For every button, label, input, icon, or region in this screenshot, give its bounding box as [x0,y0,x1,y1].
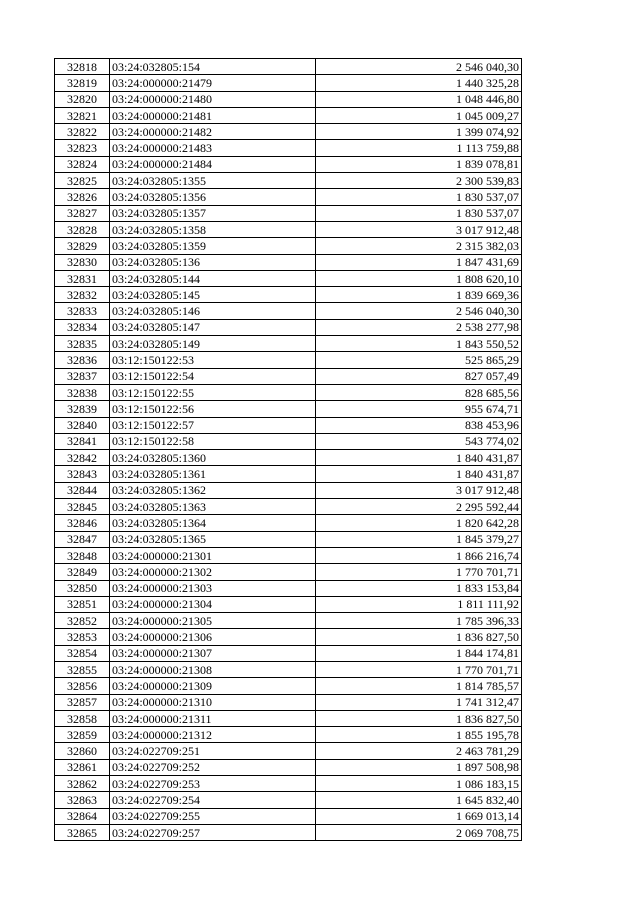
row-number-cell: 32845 [55,499,110,515]
table-body [55,59,522,841]
cadastral-value-cell: 2 069 708,75 [316,824,522,840]
cadastral-value-cell: 1 830 537,07 [316,205,522,221]
cadastral-value-cell: 1 840 431,87 [316,450,522,466]
row-number-cell: 32827 [55,205,110,221]
cadastral-value-cell: 1 843 550,52 [316,336,522,352]
cadastral-value-cell: 1 440 325,28 [316,75,522,91]
row-number-cell: 32826 [55,189,110,205]
row-number-cell: 32820 [55,91,110,107]
row-number-cell: 32835 [55,336,110,352]
table-row [55,287,522,303]
cadastral-value-cell: 1 839 669,36 [316,287,522,303]
row-number-cell: 32841 [55,433,110,449]
cadastral-value-cell: 1 045 009,27 [316,107,522,123]
table-row [55,173,522,189]
table-row [55,124,522,140]
cadastral-number-cell: 03:24:000000:21311 [110,710,316,726]
cadastral-value-cell: 3 017 912,48 [316,482,522,498]
table-row [55,678,522,694]
row-number-cell: 32834 [55,319,110,335]
cadastral-value-cell: 1 866 216,74 [316,547,522,563]
cadastral-value-cell: 1 785 396,33 [316,613,522,629]
cadastral-value-cell: 2 463 781,29 [316,743,522,759]
cadastral-value-cell: 2 546 040,30 [316,59,522,75]
cadastral-number-cell: 03:24:032805:149 [110,336,316,352]
row-number-cell: 32822 [55,124,110,140]
row-number-cell: 32858 [55,710,110,726]
row-number-cell: 32860 [55,743,110,759]
table-row [55,75,522,91]
table-row [55,466,522,482]
cadastral-number-cell: 03:24:032805:136 [110,254,316,270]
cadastral-value-cell: 1 770 701,71 [316,661,522,677]
cadastral-value-cell: 1 669 013,14 [316,808,522,824]
cadastral-number-cell: 03:24:022709:257 [110,824,316,840]
cadastral-value-cell: 2 300 539,83 [316,173,522,189]
table-row [55,629,522,645]
table-row [55,499,522,515]
table-row [55,433,522,449]
cadastral-value-cell: 1 814 785,57 [316,678,522,694]
table-row [55,140,522,156]
table-row [55,482,522,498]
table-row [55,189,522,205]
row-number-cell: 32844 [55,482,110,498]
row-number-cell: 32840 [55,417,110,433]
row-number-cell: 32852 [55,613,110,629]
cadastral-value-cell: 1 897 508,98 [316,759,522,775]
cadastral-number-cell: 03:24:000000:21305 [110,613,316,629]
table-row [55,107,522,123]
table-row [55,710,522,726]
row-number-cell: 32842 [55,450,110,466]
cadastral-value-cell: 1 855 195,78 [316,727,522,743]
table-row [55,205,522,221]
table-row [55,91,522,107]
cadastral-value-cell: 828 685,56 [316,384,522,400]
cadastral-number-cell: 03:24:032805:1365 [110,531,316,547]
cadastral-value-cell: 955 674,71 [316,401,522,417]
cadastral-value-cell: 1 844 174,81 [316,645,522,661]
cadastral-number-cell: 03:24:032805:1355 [110,173,316,189]
row-number-cell: 32862 [55,776,110,792]
cadastral-value-cell: 3 017 912,48 [316,221,522,237]
cadastral-number-cell: 03:24:032805:154 [110,59,316,75]
row-number-cell: 32838 [55,384,110,400]
table-row [55,352,522,368]
cadastral-value-cell: 1 808 620,10 [316,270,522,286]
table-row [55,515,522,531]
table-row [55,238,522,254]
cadastral-number-cell: 03:24:022709:252 [110,759,316,775]
row-number-cell: 32849 [55,564,110,580]
table-row [55,613,522,629]
row-number-cell: 32861 [55,759,110,775]
row-number-cell: 32824 [55,156,110,172]
cadastral-number-cell: 03:24:000000:21479 [110,75,316,91]
cadastral-number-cell: 03:24:000000:21308 [110,661,316,677]
cadastral-number-cell: 03:24:000000:21303 [110,580,316,596]
cadastral-number-cell: 03:12:150122:56 [110,401,316,417]
cadastral-number-cell: 03:24:032805:1363 [110,499,316,515]
cadastral-number-cell: 03:24:000000:21482 [110,124,316,140]
cadastral-number-cell: 03:24:000000:21309 [110,678,316,694]
row-number-cell: 32821 [55,107,110,123]
row-number-cell: 32839 [55,401,110,417]
cadastral-value-cell: 2 546 040,30 [316,303,522,319]
table-row [55,759,522,775]
row-number-cell: 32843 [55,466,110,482]
cadastral-number-cell: 03:24:032805:1360 [110,450,316,466]
row-number-cell: 32818 [55,59,110,75]
cadastral-number-cell: 03:24:032805:146 [110,303,316,319]
row-number-cell: 32847 [55,531,110,547]
row-number-cell: 32836 [55,352,110,368]
cadastral-number-cell: 03:24:000000:21302 [110,564,316,580]
cadastral-number-cell: 03:12:150122:53 [110,352,316,368]
cadastral-value-cell: 1 086 183,15 [316,776,522,792]
cadastral-number-cell: 03:24:022709:254 [110,792,316,808]
cadastral-value-cell: 2 538 277,98 [316,319,522,335]
table-row [55,319,522,335]
cadastral-value-cell: 1 836 827,50 [316,629,522,645]
cadastral-number-cell: 03:24:032805:1356 [110,189,316,205]
row-number-cell: 32823 [55,140,110,156]
table-row [55,694,522,710]
table-row [55,156,522,172]
cadastral-number-cell: 03:24:032805:145 [110,287,316,303]
cadastral-number-cell: 03:24:032805:1358 [110,221,316,237]
cadastral-number-cell: 03:24:000000:21307 [110,645,316,661]
table-row [55,303,522,319]
table-row [55,221,522,237]
table-row [55,645,522,661]
row-number-cell: 32857 [55,694,110,710]
cadastral-value-cell: 1 741 312,47 [316,694,522,710]
table-row [55,401,522,417]
row-number-cell: 32856 [55,678,110,694]
cadastral-number-cell: 03:24:032805:1364 [110,515,316,531]
table-row [55,417,522,433]
table-row [55,808,522,824]
cadastral-number-cell: 03:24:000000:21483 [110,140,316,156]
cadastral-number-cell: 03:24:032805:1361 [110,466,316,482]
row-number-cell: 32853 [55,629,110,645]
table-row [55,596,522,612]
row-number-cell: 32832 [55,287,110,303]
row-number-cell: 32833 [55,303,110,319]
row-number-cell: 32837 [55,368,110,384]
row-number-cell: 32829 [55,238,110,254]
row-number-cell: 32863 [55,792,110,808]
cadastral-value-cell: 1 839 078,81 [316,156,522,172]
cadastral-number-cell: 03:24:000000:21480 [110,91,316,107]
cadastral-value-cell: 2 295 592,44 [316,499,522,515]
cadastral-number-cell: 03:12:150122:58 [110,433,316,449]
row-number-cell: 32828 [55,221,110,237]
table-row [55,824,522,840]
cadastral-number-cell: 03:24:000000:21312 [110,727,316,743]
cadastral-value-cell: 525 865,29 [316,352,522,368]
cadastral-number-cell: 03:24:022709:255 [110,808,316,824]
cadastral-value-cell: 827 057,49 [316,368,522,384]
table-row [55,384,522,400]
cadastral-value-cell: 1 845 379,27 [316,531,522,547]
table-row [55,254,522,270]
cadastral-number-cell: 03:24:000000:21481 [110,107,316,123]
cadastral-number-cell: 03:24:000000:21484 [110,156,316,172]
row-number-cell: 32831 [55,270,110,286]
cadastral-number-cell: 03:24:000000:21306 [110,629,316,645]
table-row [55,547,522,563]
cadastral-value-cell: 1 770 701,71 [316,564,522,580]
cadastral-number-cell: 03:24:022709:251 [110,743,316,759]
table-row [55,336,522,352]
cadastral-value-cell: 1 645 832,40 [316,792,522,808]
cadastral-value-cell: 1 840 431,87 [316,466,522,482]
table-row [55,270,522,286]
cadastral-number-cell: 03:24:022709:253 [110,776,316,792]
cadastral-number-cell: 03:24:000000:21301 [110,547,316,563]
row-number-cell: 32846 [55,515,110,531]
row-number-cell: 32851 [55,596,110,612]
cadastral-value-cell: 1 833 153,84 [316,580,522,596]
cadastral-value-cell: 1 820 642,28 [316,515,522,531]
cadastral-value-cell: 838 453,96 [316,417,522,433]
cadastral-number-cell: 03:24:032805:1362 [110,482,316,498]
cadastral-number-cell: 03:24:032805:147 [110,319,316,335]
row-number-cell: 32830 [55,254,110,270]
cadastral-number-cell: 03:12:150122:57 [110,417,316,433]
cadastral-number-cell: 03:24:000000:21304 [110,596,316,612]
table-row [55,450,522,466]
table-row [55,564,522,580]
row-number-cell: 32819 [55,75,110,91]
table-row [55,368,522,384]
cadastral-value-cell: 1 836 827,50 [316,710,522,726]
table-row [55,59,522,75]
cadastral-value-cell: 1 811 111,92 [316,596,522,612]
table-row [55,661,522,677]
row-number-cell: 32865 [55,824,110,840]
cadastral-value-cell: 1 830 537,07 [316,189,522,205]
cadastral-number-cell: 03:24:000000:21310 [110,694,316,710]
row-number-cell: 32864 [55,808,110,824]
cadastral-value-cell: 2 315 382,03 [316,238,522,254]
cadastral-number-cell: 03:24:032805:144 [110,270,316,286]
cadastral-number-cell: 03:24:032805:1359 [110,238,316,254]
row-number-cell: 32848 [55,547,110,563]
row-number-cell: 32825 [55,173,110,189]
cadastral-value-cell: 1 399 074,92 [316,124,522,140]
row-number-cell: 32850 [55,580,110,596]
cadastral-number-cell: 03:24:032805:1357 [110,205,316,221]
cadastral-value-cell: 1 048 446,80 [316,91,522,107]
table-row [55,743,522,759]
cadastral-value-cell: 1 113 759,88 [316,140,522,156]
table-row [55,580,522,596]
table-row [55,776,522,792]
row-number-cell: 32854 [55,645,110,661]
row-number-cell: 32855 [55,661,110,677]
table-row [55,531,522,547]
cadastral-number-cell: 03:12:150122:55 [110,384,316,400]
cadastral-value-table [54,58,522,841]
cadastral-value-cell: 543 774,02 [316,433,522,449]
row-number-cell: 32859 [55,727,110,743]
cadastral-number-cell: 03:12:150122:54 [110,368,316,384]
table-row [55,727,522,743]
table-row [55,792,522,808]
cadastral-value-cell: 1 847 431,69 [316,254,522,270]
